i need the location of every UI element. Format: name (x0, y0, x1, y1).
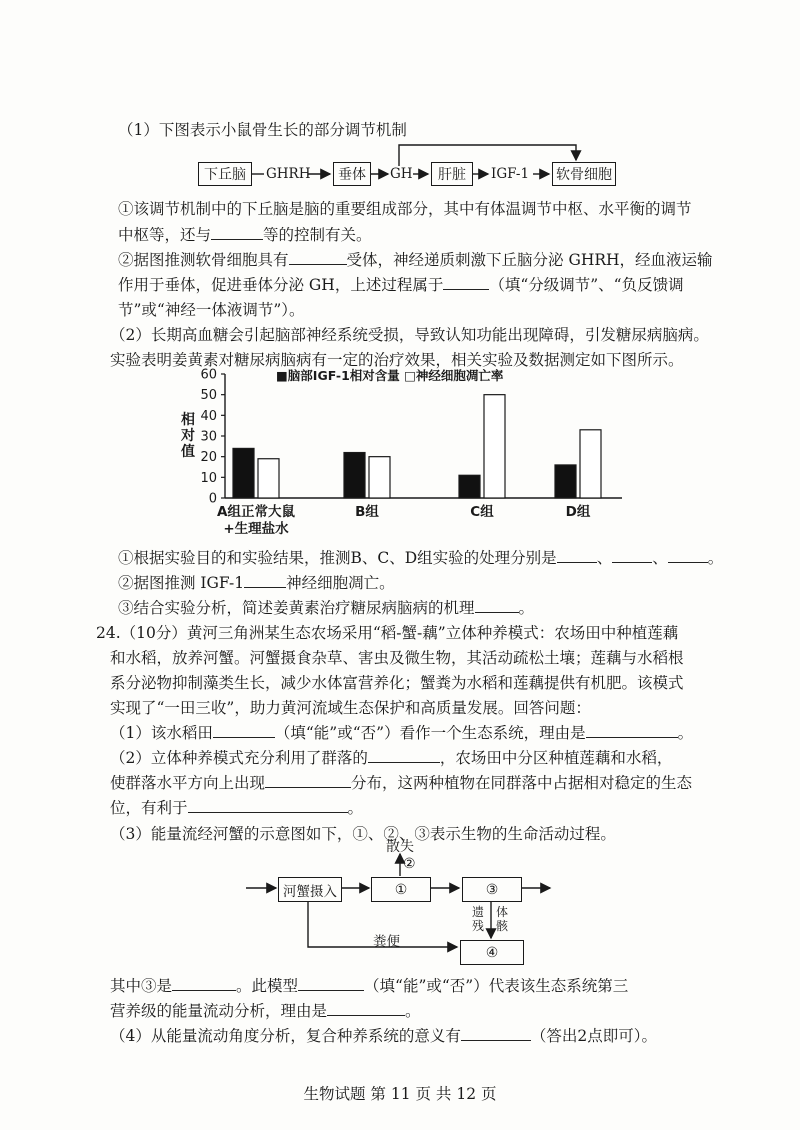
text: （2）立体种养模式充分利用了群落的 (110, 749, 368, 767)
y-tick-label: 10 (200, 470, 217, 486)
legend: ■脑部IGF-1相对含量 □神经细胞凋亡率 (276, 368, 504, 383)
text: （1）该水稻田 (110, 724, 213, 742)
q1-item2-line1 (118, 248, 713, 270)
answer-blank[interactable] (172, 977, 236, 991)
y-tick-label: 0 (208, 491, 217, 507)
y-tick-label: 40 (200, 408, 217, 424)
q24-sub3: （3）能量流经河蟹的示意图如下，①、②、③表示生物的生命活动过程。 (110, 825, 616, 843)
q24-para-line4: 实现了“一田三收”，助力黄河流域生态保护和高质量发展。回答问题： (110, 699, 591, 717)
feces-label: 粪便 (373, 934, 400, 950)
text: （填“能”或“否”）代表该生态系统第三 (364, 977, 629, 995)
x-category-label: A组正常大鼠 (217, 504, 295, 520)
q24-para-line3: 系分泌物抑制藻类生长，减少水体富营养化；蟹粪为水稻和莲藕提供有机肥。该模式 (110, 674, 684, 692)
y-tick-label: 50 (200, 388, 217, 404)
bar-apoptosis-2 (484, 395, 505, 498)
x-category-label: D组 (565, 504, 591, 520)
answer-blank[interactable] (443, 276, 489, 290)
energy-loss-label: 散失 (386, 839, 414, 855)
text: 、 (652, 549, 668, 567)
text: 。 (707, 549, 724, 567)
q24-sub4 (110, 1024, 657, 1046)
bar-igf1-0 (233, 448, 254, 498)
q1-intro: （1）下图表示小鼠骨生长的部分调节机制 (118, 121, 407, 139)
q2-item3 (118, 596, 534, 618)
answer-blank[interactable] (461, 1027, 531, 1041)
text: 。 (405, 1002, 421, 1020)
text: 使群落水平方向上出现 (110, 774, 266, 792)
text: 中枢等，还与 (118, 226, 212, 244)
text: （填“分级调节”、“负反馈调 (489, 276, 684, 294)
text: ，农场田中分区种植莲藕和水稻， (439, 749, 673, 767)
q1-item1-line1: ①该调节机制中的下丘脑是脑的重要组成部分，其中有体温调节中枢、水平衡的调节 (118, 200, 692, 218)
text: （答出2点即可）。 (530, 1027, 657, 1045)
bar-igf1-2 (459, 475, 480, 498)
q24-para-line1: 24.（10分）黄河三角洲某生态农场采用“稻-蟹-藕”立体种养模式：农场田中种植莲藕 (96, 624, 679, 642)
text: ②据图推测 IGF-1 (118, 574, 245, 592)
bar-apoptosis-0 (258, 459, 279, 498)
text: 其中③是 (110, 977, 173, 995)
answer-blank[interactable] (211, 226, 263, 240)
q1-item2-line3: 节”或“神经一体液调节”）。 (118, 301, 305, 319)
q24-sub1 (110, 721, 693, 743)
text: （填“能”或“否”）看作一个生态系统，理由是 (274, 724, 586, 742)
body-label: 体骸 (496, 905, 509, 933)
text: 分布，这两种植物在同群落中占据相对稳定的生态 (351, 774, 693, 792)
bar-apoptosis-1 (369, 457, 390, 498)
answer-blank[interactable] (612, 549, 652, 563)
chondrocyte-box: 软骨细胞 (552, 162, 616, 186)
text: 作用于垂体，促进垂体分泌 GH，上述过程属于 (118, 276, 444, 294)
answer-blank[interactable] (368, 749, 440, 763)
q1-item1-line2 (118, 223, 372, 245)
q24-sub2-line1 (110, 746, 672, 768)
text: 等的控制有关。 (263, 226, 372, 244)
q24-sub3-answer-line1 (110, 974, 628, 996)
y-tick-label: 20 (200, 450, 217, 466)
text: （4）从能量流动角度分析，复合种养系统的意义有 (110, 1027, 461, 1045)
process-2-label: ② (403, 856, 416, 872)
q24-sub2-line2 (110, 771, 692, 793)
y-axis-title-char: 对 (181, 428, 195, 444)
bar-apoptosis-3 (580, 430, 601, 498)
hypothalamus-box: 下丘脑 (198, 162, 252, 186)
text: 神经细胞凋亡。 (286, 574, 395, 592)
text: ②据图推测软骨细胞具有 (118, 251, 289, 269)
answer-blank[interactable] (668, 549, 708, 563)
answer-blank[interactable] (244, 574, 286, 588)
text: ①根据实验目的和实验结果，推测B、C、D组实验的处理分别是 (118, 549, 557, 567)
y-axis-title-char: 相 (181, 412, 195, 428)
y-tick-label: 60 (200, 367, 217, 383)
q1-item2-line2 (118, 273, 684, 295)
q24-para-line2: 和水稻，放养河蟹。河蟹摄食杂草、害虫及微生物，其活动疏松土壤；莲藕与水稻根 (110, 649, 684, 667)
text: 。此模型 (236, 977, 299, 995)
bar-igf1-1 (344, 453, 365, 498)
answer-blank[interactable] (557, 549, 597, 563)
answer-blank[interactable] (213, 724, 275, 738)
text: 。 (347, 799, 364, 817)
text: 、 (596, 549, 613, 567)
process-3-box: ③ (462, 877, 522, 902)
x-category-label: C组 (470, 504, 494, 520)
q24-sub2-line3 (110, 796, 363, 818)
text: 。 (677, 724, 694, 742)
pituitary-box: 垂体 (333, 162, 371, 186)
y-axis-title-char: 值 (181, 444, 195, 460)
x-category-label: +生理盐水 (223, 521, 289, 537)
gh-label: GH (390, 166, 413, 182)
ghrh-label: GHRH (266, 166, 311, 182)
igf1-label: IGF-1 (491, 166, 530, 182)
y-tick-label: 30 (200, 429, 217, 445)
liver-box: 肝脏 (431, 162, 473, 186)
answer-blank[interactable] (188, 799, 348, 813)
bar-igf1-3 (555, 465, 576, 498)
answer-blank[interactable] (586, 724, 678, 738)
text: 。 (518, 599, 535, 617)
crab-intake-box: 河蟹摄入 (278, 877, 342, 902)
answer-blank[interactable] (298, 977, 364, 991)
page-footer: 生物试题 第 11 页 共 12 页 (303, 1085, 497, 1103)
process-4-box: ④ (460, 940, 524, 965)
answer-blank[interactable] (265, 774, 351, 788)
q2-item1 (118, 546, 723, 568)
text: 受体，神经递质刺激下丘脑分泌 GHRH，经血液运输 (346, 251, 713, 269)
answer-blank[interactable] (289, 251, 347, 265)
q2-intro-line2: 实验表明姜黄素对糖尿病脑病有一定的治疗效果，相关实验及数据测定如下图所示。 (110, 351, 684, 369)
x-category-label: B组 (355, 504, 379, 520)
bar-chart (160, 362, 630, 544)
text: 营养级的能量流动分析，理由是 (110, 1002, 328, 1020)
text: 位，有利于 (110, 799, 188, 817)
process-1-box: ① (371, 877, 431, 902)
q24-sub3-answer-line2 (110, 999, 421, 1021)
q2-intro-line1: （2）长期高血糖会引起脑部神经系统受损，导致认知功能出现障碍，引发糖尿病脑病。 (110, 326, 709, 344)
answer-blank[interactable] (475, 599, 519, 613)
text: ③结合实验分析，简述姜黄素治疗糖尿病脑病的机理 (118, 599, 475, 617)
answer-blank[interactable] (327, 1002, 405, 1016)
remains-label: 遗残 (472, 905, 485, 933)
q2-item2 (118, 571, 395, 593)
